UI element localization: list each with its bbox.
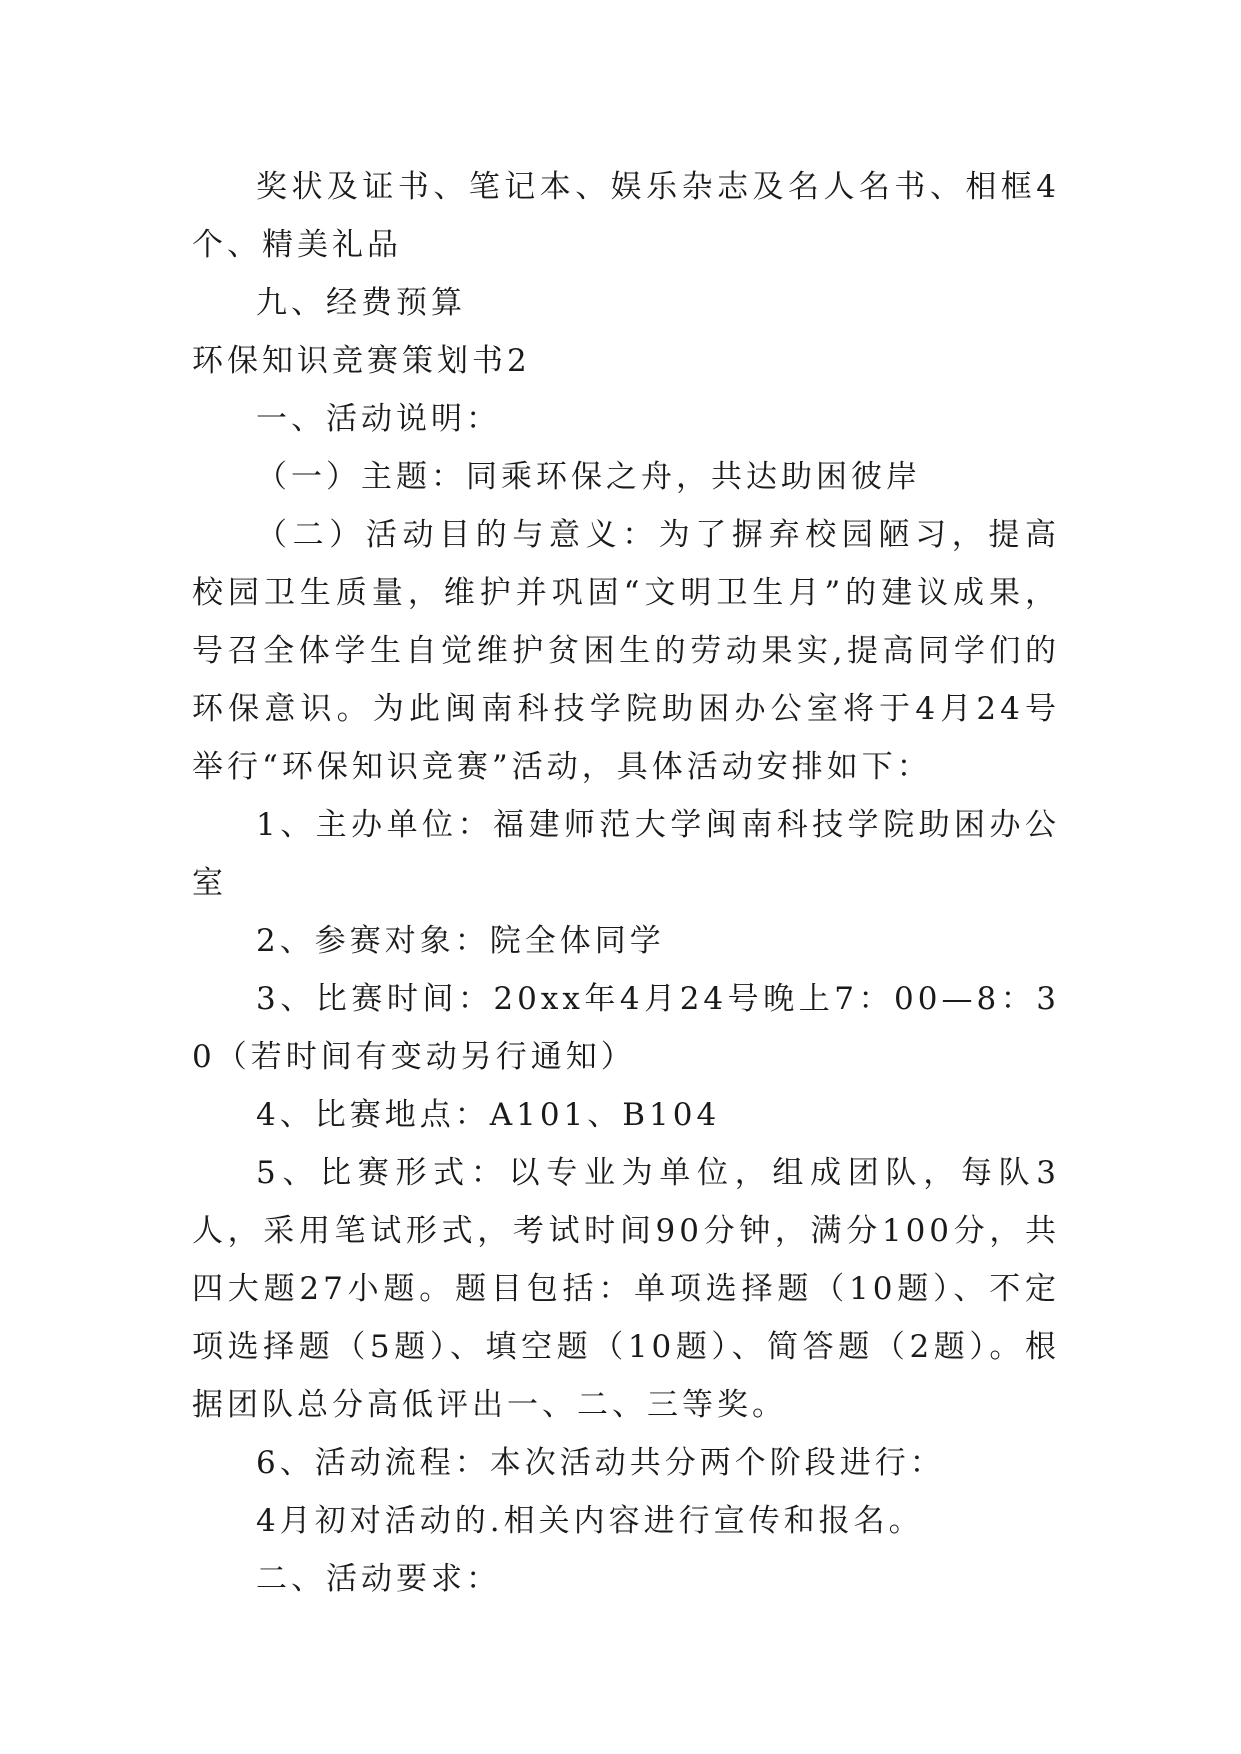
document-body xyxy=(192,158,1060,1608)
paragraph-theme: （一）主题：同乘环保之舟，共达助困彼岸 xyxy=(256,459,921,495)
list-item-participants: 2、参赛对象：院全体同学 xyxy=(256,923,665,959)
list-item-location: 4、比赛地点：A101、B104 xyxy=(256,1097,721,1133)
list-item-organizer: 1、主办单位：福建师范大学闽南科技学院助困办公室 xyxy=(192,807,1060,901)
list-item-format: 5、比赛形式：以专业为单位，组成团队，每队3人，采用笔试形式，考试时间90分钟，满分100分，共四大题27小题。题目包括：单项选择题（10题）、不定项选择题（5题）、填空题（10题）、简答题（2题）。根据团队总分高低评出一、二、三等奖。 xyxy=(192,1155,1060,1423)
section-heading-requirements: 二、活动要求： xyxy=(256,1561,501,1597)
document-title: 环保知识竞赛策划书2 xyxy=(192,343,531,379)
list-item-process: 6、活动流程：本次活动共分两个阶段进行： xyxy=(256,1445,945,1481)
list-item-time: 3、比赛时间：20xx年4月24号晚上7：00—8：30（若时间有变动另行通知） xyxy=(192,981,1060,1075)
paragraph-prizes: 奖状及证书、笔记本、娱乐杂志及名人名书、相框4个、精美礼品 xyxy=(192,169,1060,263)
paragraph-promotion: 4月初对活动的.相关内容进行宣传和报名。 xyxy=(256,1503,924,1539)
section-heading-activity-description: 一、活动说明： xyxy=(256,401,501,437)
paragraph-purpose: （二）活动目的与意义：为了摒弃校园陋习，提高校园卫生质量，维护并巩固“文明卫生月”的建议成果，号召全体学生自觉维护贫困生的劳动果实,提高同学们的环保意识。为此闽南科技学院助困办公室将于4月24号举行“环保知识竞赛”活动，具体活动安排如下： xyxy=(192,517,1060,785)
section-heading-budget: 九、经费预算 xyxy=(256,285,466,321)
